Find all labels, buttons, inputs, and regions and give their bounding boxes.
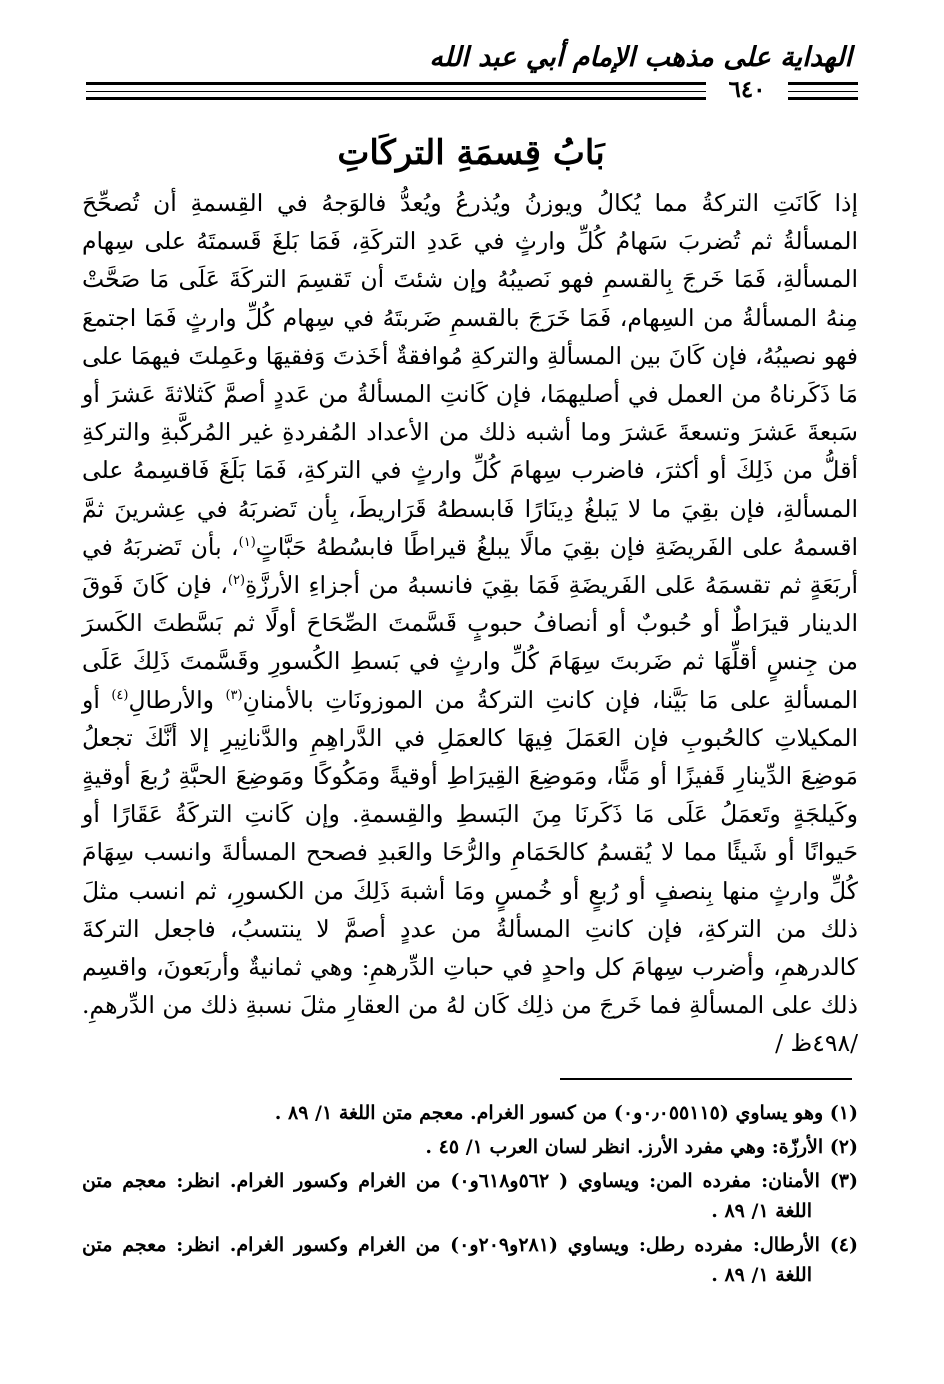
footnote-3: (٣) الأمنان: مفرده المن: ويساوي ( ٥٦٢و٦١٨و٠) من الغرام وكسور الغرام. انظر: معجم متن اللغة ١/ ٨٩ .: [82, 1170, 858, 1222]
footnote-2: (٢) الأرزّة: وهي مفرد الأرز. انظر لسان العرب ١/ ٤٥ .: [425, 1136, 858, 1158]
footnote-marker-4[interactable]: (٤): [111, 687, 129, 703]
footnote-4: (٤) الأرطال: مفرده رطل: ويساوي (٢٨١و٢٠٩و٠) من الغرام وكسور الغرام. انظر: معجم متن اللغة ١/ ٨٩ .: [82, 1234, 858, 1286]
footnote-marker-3[interactable]: (٣): [225, 687, 243, 703]
running-title: الهداية على مذهب الإمام أبي عبد الله: [429, 42, 852, 73]
body-segment-1: إذا كَانَتِ التركةُ مما يُكالُ ويوزنُ ويُذرعُ ويُعدُّ فالوَجهُ في القِسمةِ أن تُصحِّحَ المسألةُ ثم تُضربَ سَهامُ كُلِّ وارثٍ في عَددِ التركَةِ، فَمَا بَلغَ قَسمتَهُ على سِهام المسألةِ، فَمَا خَرجَ بِالقسمِ فهو نَصيبُهُ وإن شئتَ أن تَقسِمَ التركَةَ عَلَى مَا صَحَّتْ مِنهُ المسألةُ من السِهام، فَمَا خَرَجَ بالقسمِ ضَربتَهُ في سِهام كُلِّ وارثٍ فَمَا اجتمعَ فهو نصيبُهُ، فإن كَانَ بين المسألةِ والتركةِ مُوافقةٌ أخَذتَ وَفقيهَا وعَمِلتَ فيهمَا على مَا ذَكَرناهُ من العمل في أصليهمَا، فإن كَانتِ المسألةُ من عَددٍ أصمَّ كَثلاثةَ عَشرَ أو سَبعةَ عَشرَ وتسعةَ عَشرَ وما أشبه ذلك من الأعداد المُفردةِ غير المُركَّبةِ والتركةِ أقلُّ من ذَلِكَ أو أكثرَ، فاضرب سِهامَ كُلِّ وارثٍ في التركةِ، فَمَا بَلَغَ فَاقسِمهُ على المسألةِ، فإن بقِيَ ما لا يَبلغُ دِينَارًا فَابسطهُ قَرَاريطَ، بِأن تَضربَهُ في عِشرينَ ثمَّ اقسمهُ على الفَريضَةِ فإن بقِيَ مالًا يبلغُ قيراطًا فابسُطهُ حَبَّاتٍ: [82, 189, 858, 561]
chapter-title: بَابُ قِسمَةِ التركَاتِ: [337, 133, 605, 173]
page-number: ٦٤٠: [706, 78, 788, 102]
footnotes-list: [82, 1098, 858, 1294]
footnote-separator: [560, 1078, 852, 1080]
body-segment-5: أو المكيلاتِ كالحُبوبِ فإن العَمَلَ فِيهَا كالعمَلِ في الدَّراهِمِ والدَّنانِيرِ إلا أنَّكَ تجعلُ مَوضِعَ الدِّينارِ قَفيزًا أو مَنًّا، ومَوضِعَ القِيرَاطِ أوقيةً ومَكُوكًا ومَوضِعَ الحبَّةِ رُبعَ أوقيةٍ وكَيلجَةٍ وتَعمَلُ عَلَى مَا ذَكَرنَا مِنَ البَسطِ والقِسمةِ. وإن كَانتِ التركَةُ عَقَارًا أو حَيوانًا أو شَيئًا مما لا يُقسمُ كالحَمَامِ والرُّحَا والعَبدِ فصحح المسألةَ وانسب سِهَامَ كُلِّ وارثٍ منها بِنصفٍ أو رُبعٍ أو خُمسٍ ومَا أشبهَ ذَلِكَ من الكسورِ، ثم انسب مثلَ ذلك من التركةِ، فإن كانتِ المسألةُ من عددٍ أصمَّ لا ينتسبُ، فاجعل التركةَ كالدرهمِ، وأضرب سِهامَ كل واحدٍ في حباتِ الدِّرهمِ: وهي ثمانيةٌ وأربَعونَ، واقسِم ذلك على المسألةِ فما خَرجَ من ذلِك كَان لهُ من العقارِ مثلَ نسبةِ ذلك من الدِّرهمِ. /٤٩٨ظ /: [82, 685, 858, 1058]
body-segment-2: ، بأن تَضربَهُ في أربَعَةٍ ثم تقسمَهُ عَلى الفَريضَةِ فَمَا بقِيَ فانسبهُ من أجزاءِ الأرزَّةِ: [82, 532, 858, 600]
footnote-1: (١) وهو يساوي (٠٫٠٥٥١١٥و٠) من كسور الغرام. معجم متن اللغة ١/ ٨٩ .: [274, 1102, 858, 1124]
footnote-marker-2[interactable]: (٢): [227, 573, 246, 589]
body-segment-3: ، فإن كَانَ فَوقَ الدينار قيرَاطٌ أو حُبوبٌ أو أنصافُ حبوبٍ قَسَّمتَ الصِّحَاحَ أولًا ثم بَسَّطتَ الكَسرَ من جِنسٍ أقلِّهَا ثم ضَربتَ سِهَامَ كُلِّ وارثٍ في بَسطِ الكُسورِ وقَسَّمتَ ذَلِكَ عَلَى المسألةِ على مَا بَيَّنا، فإن كانتِ التركةُ من الموزونَاتِ بالأمنانِ: [82, 571, 858, 714]
body-text: [82, 184, 858, 1063]
footnote-marker-1[interactable]: (١): [238, 535, 256, 550]
body-segment-4: والأرطالِ: [128, 685, 226, 714]
